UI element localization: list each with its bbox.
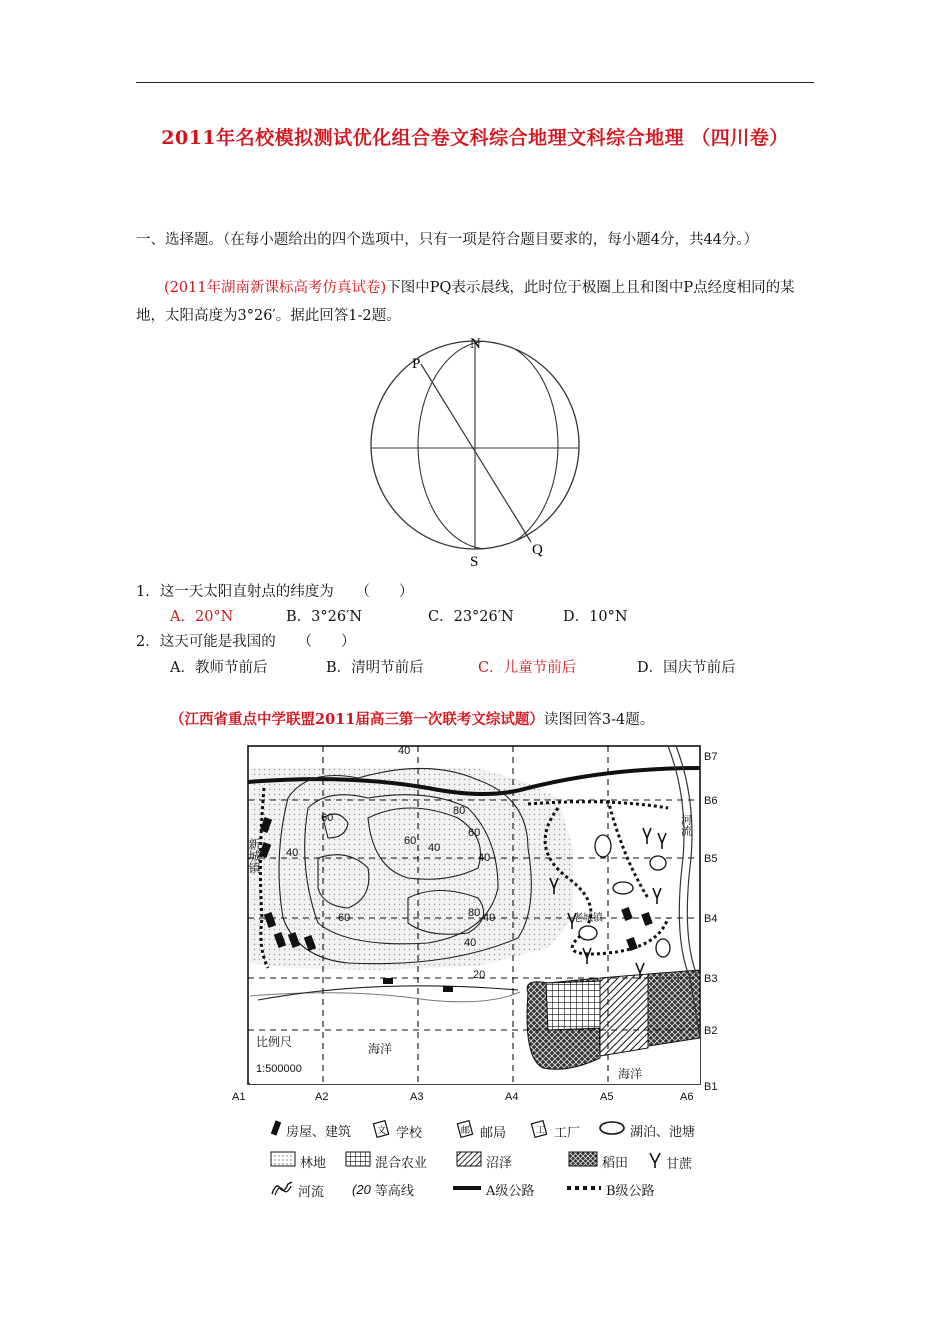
svg-text:工: 工 bbox=[536, 1125, 546, 1135]
page-title: 2011年名校模拟测试优化组合卷文科综合地理文科综合地理 （四川卷） bbox=[161, 127, 789, 149]
river-icon bbox=[270, 1180, 294, 1200]
label-s: S bbox=[470, 554, 479, 570]
mixed-farm-icon bbox=[345, 1151, 371, 1171]
row-label-b1: B1 bbox=[704, 1081, 718, 1093]
row-label-b2: B2 bbox=[704, 1025, 718, 1037]
contour-label-1: 40 bbox=[398, 745, 411, 757]
legend-lake-label: 湖泊、池塘 bbox=[630, 1124, 696, 1140]
col-label-a5: A5 bbox=[600, 1091, 614, 1103]
q1-option-d: D．10°N bbox=[563, 609, 628, 625]
col-label-a4: A4 bbox=[505, 1091, 519, 1103]
q2-option-c: C．儿童节前后 bbox=[478, 660, 577, 676]
legend-contour-label: 等高线 bbox=[374, 1184, 414, 1199]
contour-icon-value: 20 bbox=[356, 1182, 371, 1197]
legend-house-label: 房屋、建筑 bbox=[286, 1124, 352, 1140]
contour-icon: (20 bbox=[352, 1182, 371, 1197]
source-label-2: （江西省重点中学联盟2011届高三第一次联考文综试题） bbox=[170, 711, 544, 728]
mixed-farm-field bbox=[546, 981, 603, 1030]
new-town-label: 新城镇 bbox=[247, 838, 261, 874]
contour-label-11: 60 bbox=[338, 912, 351, 924]
q2-option-b: B．清明节前后 bbox=[326, 660, 424, 676]
legend-school bbox=[372, 1120, 422, 1142]
q1-option-a: A．20°N bbox=[170, 609, 234, 625]
section-heading: 一、选择题。（在每小题给出的四个选项中，只有一项是符合题目要求的，每小题4分，共44分。） bbox=[136, 232, 759, 248]
svg-text:邮: 邮 bbox=[461, 1125, 471, 1135]
topographic-map bbox=[228, 738, 728, 1108]
legend-forest bbox=[270, 1151, 326, 1171]
road-b-icon bbox=[566, 1182, 602, 1197]
row-label-b3: B3 bbox=[704, 973, 718, 985]
road-a-icon bbox=[452, 1182, 482, 1197]
legend-school-label: 学校 bbox=[396, 1125, 423, 1141]
row-label-b5: B5 bbox=[704, 853, 718, 865]
lake-icon bbox=[598, 1120, 626, 1140]
globe-figure bbox=[360, 330, 590, 570]
header-rule bbox=[136, 82, 814, 83]
meridian-ellipse bbox=[418, 341, 558, 549]
legend-river bbox=[270, 1180, 324, 1200]
legend-mixed-farm bbox=[345, 1151, 427, 1171]
row-label-b4: B4 bbox=[704, 913, 718, 925]
question-stem-2: 读图回答3-4题。 bbox=[543, 712, 655, 728]
sea-label-1: 海洋 bbox=[368, 1042, 393, 1056]
sea-label-2: 海洋 bbox=[618, 1067, 643, 1081]
q2-stem: 2．这天可能是我国的 （ ） bbox=[136, 634, 356, 650]
question-stem-1: 下图中PQ表示晨线，此时位于极圈上且和图中P点经度相同的某地，太阳高度为3°26′。据此回答1-2题。 bbox=[136, 280, 795, 324]
legend-factory bbox=[530, 1120, 580, 1142]
legend-sugarcane bbox=[648, 1151, 692, 1173]
question-intro-2 bbox=[170, 706, 810, 734]
legend-contour bbox=[352, 1180, 414, 1199]
label-p: P bbox=[412, 356, 421, 372]
river-label: 河流 bbox=[679, 814, 693, 836]
source-label-1: (2011年湖南新课标高考仿真试卷) bbox=[164, 280, 387, 296]
scale-value: 1:500000 bbox=[256, 1063, 302, 1075]
legend-post-label: 邮局 bbox=[480, 1125, 507, 1141]
q1-option-b: B．3°26′N bbox=[286, 609, 363, 625]
q2-option-d: D．国庆节前后 bbox=[637, 660, 736, 676]
contour-label-5: 40 bbox=[428, 842, 441, 854]
house-icon bbox=[270, 1120, 282, 1140]
legend-river-label: 河流 bbox=[298, 1184, 325, 1200]
col-label-a6: A6 bbox=[680, 1091, 694, 1103]
row-label-b7: B7 bbox=[704, 751, 718, 763]
legend-forest-label: 林地 bbox=[300, 1155, 327, 1171]
label-q: Q bbox=[532, 542, 543, 558]
legend-factory-label: 工厂 bbox=[554, 1125, 581, 1141]
legend-house bbox=[270, 1120, 351, 1140]
legend-road-a-label: A级公路 bbox=[486, 1184, 535, 1199]
q2-options bbox=[0, 656, 950, 680]
factory-icon bbox=[530, 1120, 550, 1142]
contour-label-2: 80 bbox=[453, 805, 466, 817]
legend-road-b bbox=[566, 1180, 655, 1199]
legend-marsh-label: 沼泽 bbox=[486, 1155, 513, 1171]
legend-paddy-label: 稻田 bbox=[602, 1155, 629, 1171]
question-intro-1 bbox=[136, 274, 816, 330]
old-town-label: 老城镇 bbox=[573, 913, 603, 924]
q1-option-c: C．23°26′N bbox=[428, 609, 514, 625]
legend-road-b-label: B级公路 bbox=[606, 1184, 655, 1199]
col-label-a2: A2 bbox=[315, 1091, 329, 1103]
legend-lake bbox=[598, 1120, 695, 1140]
marsh-field bbox=[600, 974, 648, 1056]
contour-label-13: 20 bbox=[473, 969, 486, 981]
legend-mixed-farm-label: 混合农业 bbox=[375, 1155, 428, 1171]
legend-road-a bbox=[452, 1180, 534, 1199]
contour-label-7: 60 bbox=[404, 835, 417, 847]
contour-label-10: 40 bbox=[483, 912, 496, 924]
q2-option-a: A．教师节前后 bbox=[170, 660, 268, 676]
forest-area bbox=[250, 768, 573, 970]
legend-paddy bbox=[568, 1151, 628, 1171]
paddy-field-east bbox=[648, 970, 700, 1046]
contour-label-3: 60 bbox=[321, 812, 334, 824]
sugarcane-icon bbox=[648, 1151, 662, 1173]
contour-label-6: 40 bbox=[478, 852, 491, 864]
contour-label-8: 40 bbox=[286, 847, 299, 859]
contour-label-4: 60 bbox=[468, 827, 481, 839]
svg-text:文: 文 bbox=[377, 1125, 387, 1135]
contour-label-9: 80 bbox=[468, 907, 481, 919]
q1-options bbox=[0, 605, 950, 629]
q1-stem: 1．这一天太阳直射点的纬度为 （ ） bbox=[136, 584, 414, 600]
col-label-a1: A1 bbox=[232, 1091, 246, 1103]
marsh-icon bbox=[456, 1151, 482, 1171]
paddy-icon bbox=[568, 1151, 598, 1171]
forest-icon bbox=[270, 1151, 296, 1171]
scale-label: 比例尺 bbox=[256, 1035, 293, 1049]
post-office-icon bbox=[456, 1120, 476, 1142]
col-label-a3: A3 bbox=[410, 1091, 424, 1103]
label-n: N bbox=[470, 336, 481, 352]
school-icon bbox=[372, 1120, 392, 1142]
contour-label-12: 40 bbox=[464, 937, 477, 949]
terminator-line-pq bbox=[421, 364, 531, 542]
row-label-b6: B6 bbox=[704, 795, 718, 807]
legend-sugarcane-label: 甘蔗 bbox=[666, 1156, 693, 1172]
legend-post bbox=[456, 1120, 506, 1142]
legend-marsh bbox=[456, 1151, 512, 1171]
